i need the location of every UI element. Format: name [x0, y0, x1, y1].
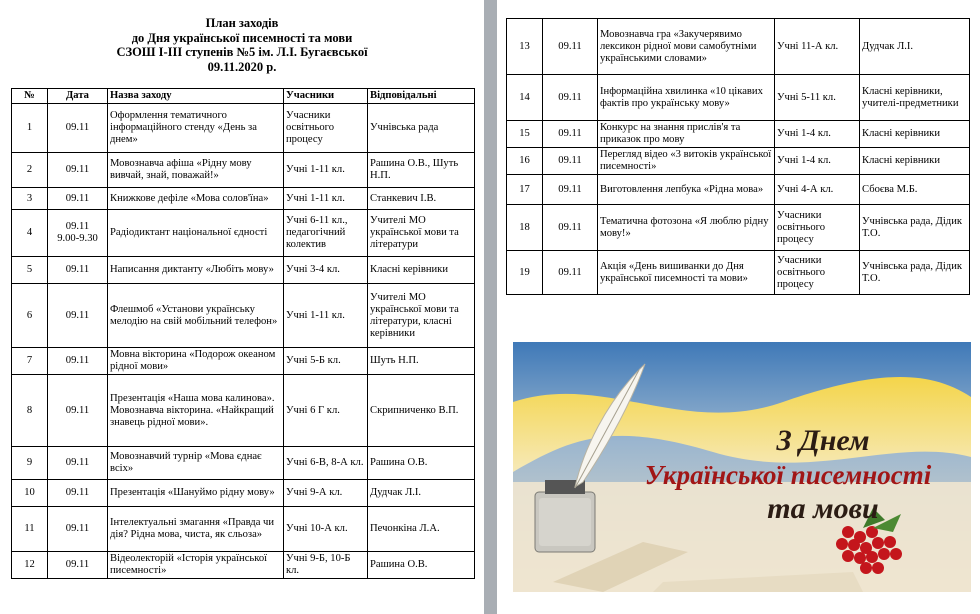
cell-date: 09.11	[48, 447, 108, 480]
table-row	[12, 447, 475, 480]
cell-date: 09.11	[543, 75, 598, 121]
table-row	[12, 104, 475, 153]
cell-responsible: Учнівська рада	[368, 104, 475, 153]
cell-date: 09.11	[48, 153, 108, 188]
poster-line-1: З Днем	[776, 424, 870, 457]
cell-event: Тематична фотозона «Я люблю рідну мову!»	[598, 205, 775, 251]
cell-date: 09.11	[48, 507, 108, 552]
cell-participants: Учні 3-4 кл.	[284, 257, 368, 284]
cell-responsible: Дудчак Л.І.	[368, 480, 475, 507]
cell-participants: Учні 6-В, 8-А кл.	[284, 447, 368, 480]
cell-date: 09.11	[543, 251, 598, 295]
table-row	[507, 205, 970, 251]
cell-date: 09.11	[543, 205, 598, 251]
table-row	[12, 257, 475, 284]
table-row	[12, 552, 475, 579]
cell-num: 9	[12, 447, 48, 480]
table-row	[12, 153, 475, 188]
table-row	[507, 75, 970, 121]
cell-date: 09.11	[48, 375, 108, 447]
page-gap	[484, 0, 497, 614]
title-line-2: до Дня української писемності та мови	[131, 30, 353, 45]
cell-event: Інформаційна хвилинка «10 цікавих фактів про українську мову»	[598, 75, 775, 121]
cell-responsible: Шуть Н.П.	[368, 348, 475, 375]
cell-date: 09.11 9.00-9.30	[48, 210, 108, 257]
cell-event: Виготовлення лепбука «Рідна мова»	[598, 175, 775, 205]
cell-date: 09.11	[543, 175, 598, 205]
cell-num: 3	[12, 188, 48, 210]
cell-event: Написання диктанту «Любіть мову»	[108, 257, 284, 284]
cell-date: 09.11	[543, 19, 598, 75]
cell-responsible: Рашина О.В.	[368, 447, 475, 480]
cell-participants: Учні 4-А кл.	[775, 175, 860, 205]
table-row	[507, 251, 970, 295]
cell-responsible: Класні керівники, учителі-предметники	[860, 75, 970, 121]
cell-responsible: Учителі МО української мови та літератури	[368, 210, 475, 257]
cell-num: 10	[12, 480, 48, 507]
cell-participants: Учні 1-11 кл.	[284, 153, 368, 188]
header-responsible: Відповідальні	[368, 89, 475, 104]
table-row	[507, 19, 970, 75]
table-row	[12, 480, 475, 507]
cell-date: 09.11	[543, 121, 598, 148]
cell-num: 15	[507, 121, 543, 148]
cell-event: Презентація «Наша мова калинова». Мовознавча вікторина. «Найкращий знавець рідної мови».	[108, 375, 284, 447]
header-event: Назва заходу	[108, 89, 284, 104]
table-row	[12, 348, 475, 375]
cell-participants: Учасники освітнього процесу	[284, 104, 368, 153]
cell-date: 09.11	[48, 284, 108, 348]
cell-participants: Учні 9-А кл.	[284, 480, 368, 507]
cell-num: 14	[507, 75, 543, 121]
cell-num: 6	[12, 284, 48, 348]
events-table-left	[11, 88, 475, 579]
table-row	[507, 148, 970, 175]
cell-date: 09.11	[48, 257, 108, 284]
left-page	[0, 0, 484, 614]
cell-event: Оформлення тематичного інформаційного стенду «День за днем»	[108, 104, 284, 153]
cell-date: 09.11	[48, 188, 108, 210]
cell-event: Мовознавча гра «Закучерявимо лексикон рідної мови самобутніми українськими словами»	[598, 19, 775, 75]
cell-date: 09.11	[543, 148, 598, 175]
cell-event: Конкурс на знання прислів'я та приказок про мову	[598, 121, 775, 148]
cell-responsible: Класні керівники	[368, 257, 475, 284]
cell-participants: Учні 6-11 кл., педагогічний колектив	[284, 210, 368, 257]
cell-event: Мовознавча афіша «Рідну мову вивчай, знай, поважай!»	[108, 153, 284, 188]
cell-participants: Учні 1-4 кл.	[775, 121, 860, 148]
header-date: Дата	[48, 89, 108, 104]
cell-participants: Учні 1-4 кл.	[775, 148, 860, 175]
cell-participants: Учні 1-11 кл.	[284, 284, 368, 348]
cell-participants: Учні 11-А кл.	[775, 19, 860, 75]
title-line-4: 09.11.2020 р.	[207, 59, 277, 74]
title-line-1: План заходів	[205, 16, 279, 30]
cell-num: 5	[12, 257, 48, 284]
cell-responsible: Скрипниченко В.П.	[368, 375, 475, 447]
cell-responsible: Сбоєва М.Б.	[860, 175, 970, 205]
cell-responsible: Дудчак Л.І.	[860, 19, 970, 75]
cell-event: Відеолекторій «Історія української писемності»	[108, 552, 284, 579]
cell-event: Мовознавчий турнір «Мова єднає всіх»	[108, 447, 284, 480]
cell-event: Радіодиктант національної єдності	[108, 210, 284, 257]
cell-participants: Учні 10-А кл.	[284, 507, 368, 552]
holiday-poster	[513, 342, 971, 592]
cell-date: 09.11	[48, 552, 108, 579]
cell-participants: Учасники освітнього процесу	[775, 205, 860, 251]
cell-responsible: Печонкіна Л.А.	[368, 507, 475, 552]
poster-line-2: Української писемності	[644, 460, 932, 490]
cell-responsible: Класні керівники	[860, 121, 970, 148]
cell-num: 19	[507, 251, 543, 295]
right-page	[497, 0, 980, 614]
cell-num: 12	[12, 552, 48, 579]
cell-participants: Учні 1-11 кл.	[284, 188, 368, 210]
cell-responsible: Станкевич І.В.	[368, 188, 475, 210]
cell-participants: Учасники освітнього процесу	[775, 251, 860, 295]
cell-num: 1	[12, 104, 48, 153]
cell-responsible: Рашина О.В.	[368, 552, 475, 579]
cell-participants: Учні 9-Б, 10-Б кл.	[284, 552, 368, 579]
header-participants: Учасники	[284, 89, 368, 104]
cell-num: 11	[12, 507, 48, 552]
title-line-3: СЗОШ І-ІІІ ступенів №5 ім. Л.І. Бугаєвської	[116, 45, 368, 59]
cell-responsible: Рашина О.В., Шуть Н.П.	[368, 153, 475, 188]
cell-num: 16	[507, 148, 543, 175]
cell-responsible: Учнівська рада, Дідик Т.О.	[860, 205, 970, 251]
cell-participants: Учні 6 Г кл.	[284, 375, 368, 447]
table-row	[12, 210, 475, 257]
table-row	[12, 188, 475, 210]
table-row	[507, 121, 970, 148]
cell-event: Акція «День вишиванки до Дня української писемності та мови»	[598, 251, 775, 295]
cell-event: Флешмоб «Установи українську мелодію на свій мобільний телефон»	[108, 284, 284, 348]
cell-num: 18	[507, 205, 543, 251]
events-table-right	[506, 18, 970, 295]
header-num: №	[12, 89, 48, 104]
cell-num: 7	[12, 348, 48, 375]
cell-responsible: Учнівська рада, Дідик Т.О.	[860, 251, 970, 295]
cell-date: 09.11	[48, 104, 108, 153]
cell-num: 4	[12, 210, 48, 257]
cell-event: Мовна вікторина «Подорож океаном рідної мови»	[108, 348, 284, 375]
cell-participants: Учні 5-11 кл.	[775, 75, 860, 121]
cell-responsible: Класні керівники	[860, 148, 970, 175]
cell-event: Перегляд відео «3 витоків української писемності»	[598, 148, 775, 175]
cell-event: Презентація «Шануймо рідну мову»	[108, 480, 284, 507]
table-row	[12, 507, 475, 552]
cell-responsible: Учителі МО української мови та літератури, класні керівники	[368, 284, 475, 348]
cell-num: 13	[507, 19, 543, 75]
cell-num: 2	[12, 153, 48, 188]
table-row	[12, 375, 475, 447]
cell-num: 17	[507, 175, 543, 205]
cell-event: Книжкове дефіле «Мова солов'їна»	[108, 188, 284, 210]
table-row	[507, 175, 970, 205]
cell-participants: Учні 5-Б кл.	[284, 348, 368, 375]
cell-event: Інтелектуальні змагання «Правда чи дія? Рідна мова, чиста, як сльоза»	[108, 507, 284, 552]
poster-line-3: та мови	[767, 492, 879, 525]
document-title	[0, 16, 484, 74]
cell-date: 09.11	[48, 348, 108, 375]
cell-num: 8	[12, 375, 48, 447]
cell-date: 09.11	[48, 480, 108, 507]
table-row	[12, 284, 475, 348]
